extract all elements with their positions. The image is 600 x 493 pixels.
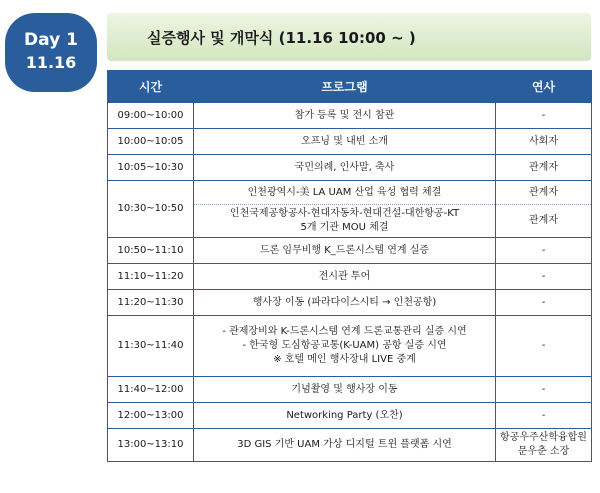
event-title: 실증행사 및 개막식 (11.16 10:00 ~ ) (147, 28, 416, 47)
table-row (108, 316, 592, 377)
program-line: ※ 호텔 메인 행사장내 LIVE 중계 (273, 354, 416, 365)
speaker-line: 문우춘 소장 (517, 446, 570, 457)
table-row (108, 238, 592, 264)
speaker-cell: - (496, 316, 592, 377)
header-speaker: 연사 (496, 71, 592, 103)
table-row (108, 264, 592, 290)
time-cell: 10:50~11:10 (108, 238, 194, 264)
table-row (108, 429, 592, 462)
table-header-row (108, 71, 592, 103)
time-cell: 11:10~11:20 (108, 264, 194, 290)
date-label: 11.16 (25, 53, 77, 72)
time-cell: 10:05~10:30 (108, 155, 194, 181)
program-cell: 3D GIS 기반 UAM 가상 디지털 트윈 플랫폼 시연 (194, 429, 496, 462)
time-cell: 11:40~12:00 (108, 377, 194, 403)
time-cell: 11:20~11:30 (108, 290, 194, 316)
program-cell: 드론 임무비행 K_드론시스템 연계 실증 (194, 238, 496, 264)
table-row (108, 290, 592, 316)
table-row (108, 103, 592, 129)
time-cell: 10:30~10:50 (108, 181, 194, 238)
program-cell: 오프닝 및 내빈 소개 (194, 129, 496, 155)
program-line: - 관제장비와 K-드론시스템 연계 드론교통관리 실증 시연 (222, 326, 467, 337)
speaker-cell: 관계자 (496, 155, 592, 181)
day-badge (5, 13, 97, 92)
speaker-cell: 관계자 (496, 181, 592, 205)
speaker-cell: - (496, 377, 592, 403)
speaker-cell: - (496, 103, 592, 129)
time-cell: 11:30~11:40 (108, 316, 194, 377)
speaker-cell: - (496, 290, 592, 316)
table-row (108, 377, 592, 403)
header-time: 시간 (108, 71, 194, 103)
speaker-line: 항공우주산학융합원 (500, 432, 587, 443)
table-row (108, 155, 592, 181)
program-cell (194, 205, 496, 238)
program-line: 인천국제공항공사-현대자동차-현대건설-대한항공-KT (229, 208, 460, 219)
program-line: 5개 기관 MOU 체결 (300, 222, 389, 233)
speaker-cell: - (496, 264, 592, 290)
speaker-cell: - (496, 238, 592, 264)
table-row (108, 129, 592, 155)
program-cell: 행사장 이동 (파라다이스시티 → 인천공항) (194, 290, 496, 316)
program-cell: 기념촬영 및 행사장 이동 (194, 377, 496, 403)
table-row (108, 181, 592, 205)
event-title-bar (107, 13, 591, 61)
program-cell: Networking Party (오찬) (194, 403, 496, 429)
header-program: 프로그램 (194, 71, 496, 103)
speaker-cell: 관계자 (496, 205, 592, 238)
program-cell: 참가 등록 및 전시 참관 (194, 103, 496, 129)
program-cell: 전시관 투어 (194, 264, 496, 290)
time-cell: 09:00~10:00 (108, 103, 194, 129)
speaker-cell: 사회자 (496, 129, 592, 155)
table-row (108, 403, 592, 429)
time-cell: 10:00~10:05 (108, 129, 194, 155)
time-cell: 13:00~13:10 (108, 429, 194, 462)
program-cell: 국민의례, 인사말, 축사 (194, 155, 496, 181)
program-cell: 인천광역시-美 LA UAM 산업 육성 협력 체결 (194, 181, 496, 205)
day-label: Day 1 (24, 30, 78, 50)
program-line: - 한국형 도심항공교통(K-UAM) 공항 실증 시연 (242, 340, 447, 351)
speaker-cell: - (496, 403, 592, 429)
speaker-cell (496, 429, 592, 462)
schedule-table (107, 70, 592, 462)
program-cell (194, 316, 496, 377)
time-cell: 12:00~13:00 (108, 403, 194, 429)
